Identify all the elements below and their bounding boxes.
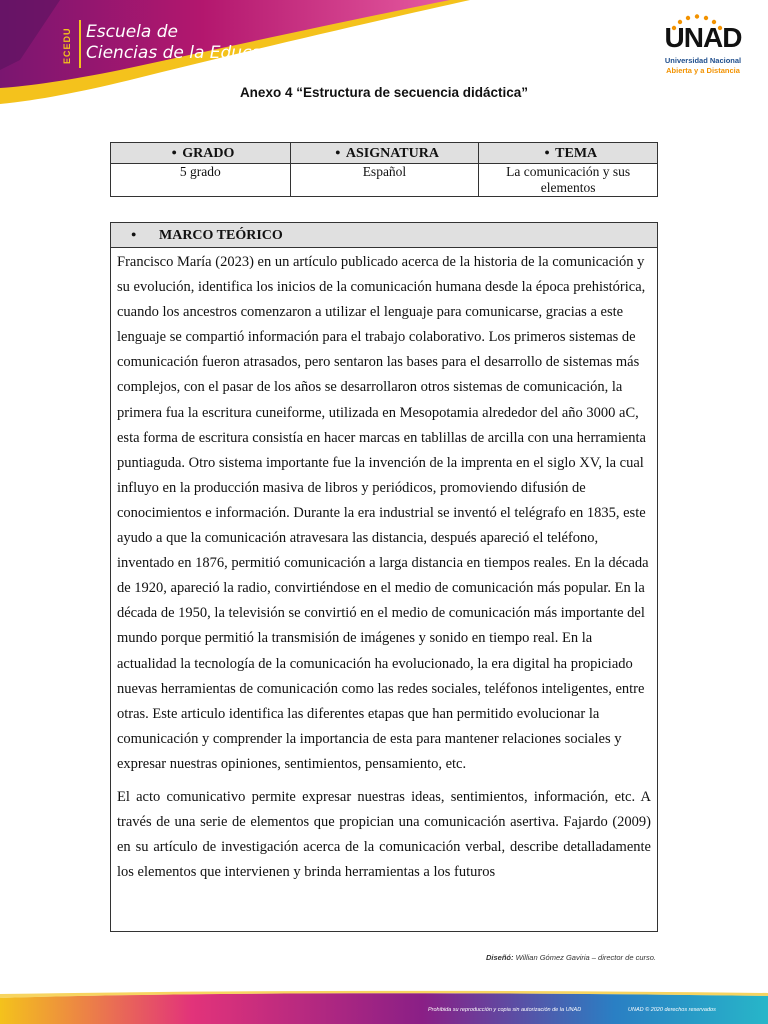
school-name [86,22,297,64]
header-tema [479,143,658,164]
marco-teorico-heading [111,223,657,248]
divider [79,20,81,68]
cell-grado: 5 grado [111,164,291,197]
header-tema-label: TEMA [555,146,598,161]
bullet-icon: ● [544,147,550,157]
marco-teorico-box [110,222,658,932]
marco-heading-label: MARCO TEÓRICO [159,228,283,243]
cell-tema: La comunicación y sus elementos [479,164,658,197]
marco-paragraph-1: Francisco María (2023) en un artículo publicado acerca de la historia de la comunicación y su evolución, identifica los inicios de la comunicación humana desde la época prehistórica, cuando los ancestros comenzaron a utilizar el lenguaje para comunicarse, gracias a este lenguaje se compartió información para el trabajo colaborativo. Los primeros sistemas de comunicación fueron atrasados, pero sentaron las bases para el desarrollo de sistemas más complejos, con el pasar de los años se desarrollaron otros sistemas de comunicación, la primera fua la escritura cuneiforme, utilizada en Mesopotamia alrededor del año 3000 aC, esta forma de escritura consistía en hacer marcas en tablillas de arcilla con una herramienta puntiaguda. Otro sistema importante fue la invención de la imprenta en el siglo XV, la cual influyo en la producción masiva de libros y periódicos, promoviendo difusión de conocimientos e información. Durante la era industrial se inventó el telégrafo en 1835, este ayudo a que la comunicación atravesara las distancia, después apareció el teléfono, inventado en 1876, permitió comunicación a larga distancia en tiempos reales. En la década de 1920, apareció la radio, convirtiéndose en el medio de comunicación más popular. En la década de 1950, la televisión se convirtió en el medio de comunicación más importante del mundo porque permitió la transmisión de imágenes y sonido en tiempo real. En la actualidad la tecnología de la comunicación ha evolucionado, la era digital ha propiciado nuevas herramientas de comunicación como las redes sociales, teléfonos inteligentes, entre otras. Este articulo identifica las diferentes etapas que han permitido evolucionar la comunicación y comprender la importancia de esta para mantener relaciones sociales y expresar nuestras opiniones, sentimientos, pensamiento, etc. [117,254,649,772]
bullet-icon: ● [131,229,137,239]
footer-notice: Prohibida su reproducción y copia sin autorización de la UNAD [428,1007,582,1013]
school-name-line2: Ciencias de la Educación [86,43,298,63]
ecedu-tag: ECEDU [62,27,72,65]
designer-credit [486,953,656,962]
header-asignatura [290,143,479,164]
grade-table [110,142,658,197]
marco-paragraph-2: El acto comunicativo permite expresar nuestras ideas, sentimientos, información, etc. A través de una serie de elementos que propician una comunicación asertiva. Fajardo (2009) en su artículo de investigación acerca de la comunicación verbal, describe detalladamente los elementos que intervienen y brinda herramientas a los futuros [117,788,651,881]
cell-asignatura: Español [290,164,479,197]
table-header-row [111,143,658,164]
header-grado-label: GRADO [182,146,235,161]
table-row [111,164,658,197]
school-name-line1: Escuela de [86,22,178,42]
footer-copyright: UNAD © 2020 derechos reservados [628,1007,716,1013]
designer-label: Diseñó: [485,953,514,962]
designer-name: Willian Gómez Gaviria – director de curso. [515,953,656,962]
bullet-icon: ● [171,147,177,157]
logo-subtitle-2: Abierta y a Distancia [666,66,740,75]
unad-logo [660,14,746,80]
logo-subtitle-1: Universidad Nacional [664,56,742,65]
header-asignatura-label: ASIGNATURA [345,146,439,161]
bullet-icon: ● [335,147,341,157]
logo-wordmark: UNAD [664,22,742,53]
header-grado [111,143,291,164]
document-title: Anexo 4 “Estructura de secuencia didáctica” [239,85,529,100]
